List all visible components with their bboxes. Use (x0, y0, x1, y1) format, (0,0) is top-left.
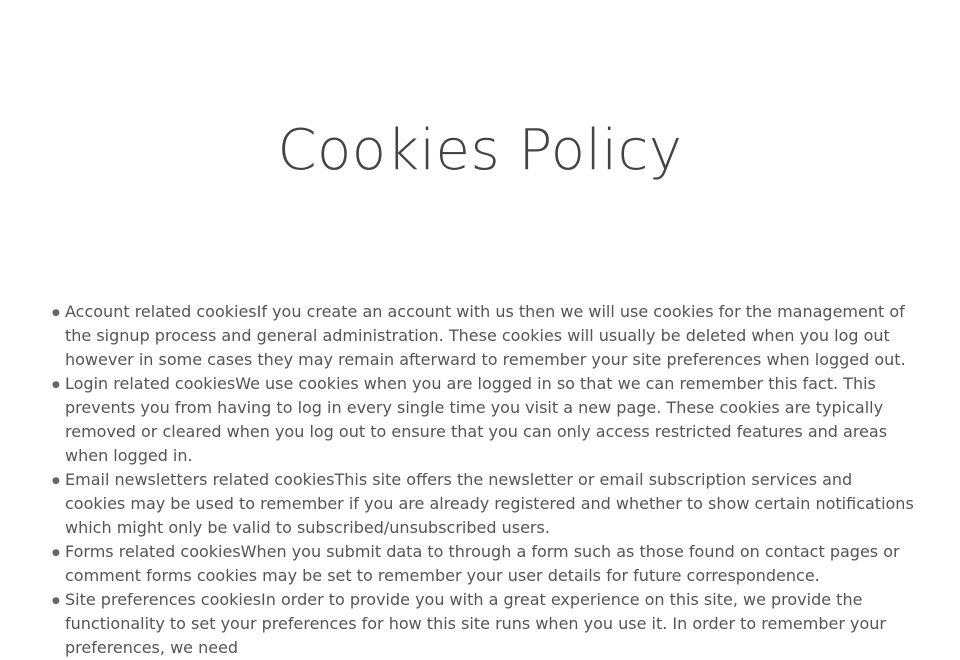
bullet-icon: ● (52, 380, 60, 390)
list-item (52, 468, 917, 540)
item-body: We use cookies when you are logged in so that we can remember this fact. This prevents you from having to log in every single time you visit a new page. These cookies are typically removed or cleared when you log out to ensure that you can only access restricted features and areas when logged in. (65, 374, 888, 465)
item-heading: Email newsletters related cookies (65, 470, 335, 489)
item-body: In order to provide you with a great experience on this site, we provide the functionality to set your preferences for how this site runs when you use it. In order to remember your preferences, we need (65, 590, 886, 657)
item-heading: Login related cookies (65, 374, 236, 393)
bullet-icon: ● (52, 308, 60, 318)
bullet-icon: ● (52, 548, 60, 558)
bullet-icon: ● (52, 476, 60, 486)
bullet-icon: ● (52, 596, 60, 606)
item-body: When you submit data to through a form such as those found on contact pages or comment forms cookies may be set to remember your user details for future correspondence. (65, 542, 900, 585)
cookie-types-list (52, 300, 917, 660)
item-heading: Account related cookies (65, 302, 257, 321)
list-item (52, 372, 917, 468)
list-item (52, 300, 917, 372)
item-heading: Forms related cookies (65, 542, 241, 561)
page-title: Cookies Policy (277, 118, 683, 183)
list-item (52, 588, 917, 660)
item-heading: Site preferences cookies (65, 590, 262, 609)
list-item (52, 540, 917, 588)
item-body: If you create an account with us then we will use cookies for the management of the signup process and general administration. These cookies will usually be deleted when you log out however in some cases they may remain afterward to remember your site preferences when logged out. (65, 302, 906, 369)
item-body: This site offers the newsletter or email subscription services and cookies may be used to remember if you are already registered and whether to show certain notifications which might only be valid to subscribed/unsubscribed users. (65, 470, 914, 537)
